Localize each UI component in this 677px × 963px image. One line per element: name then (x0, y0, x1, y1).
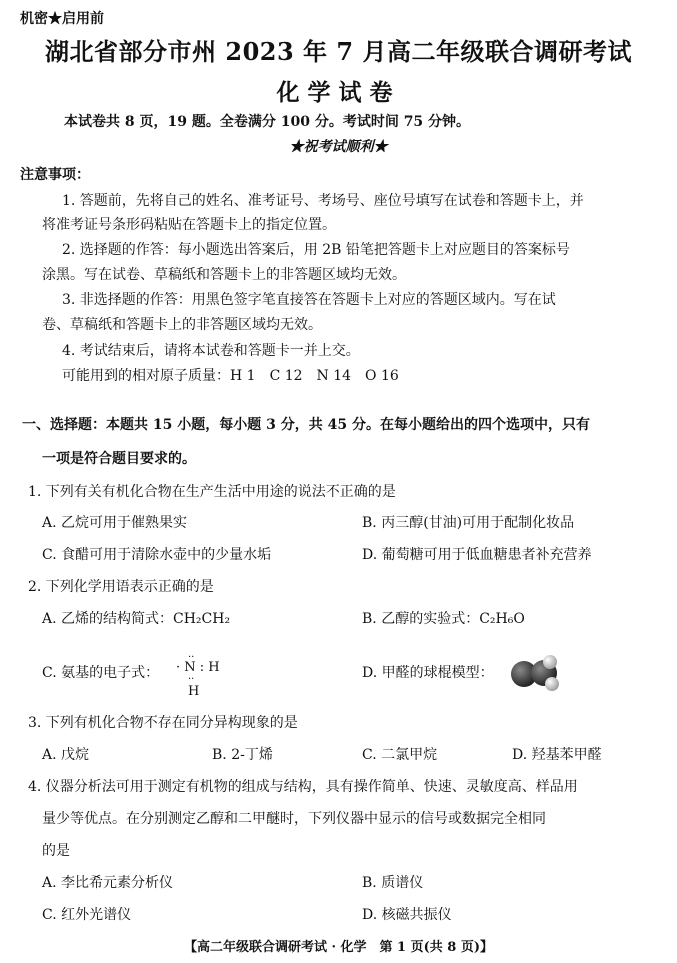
note-line: 4. 考试结束后，请将本试卷和答题卡一并上交。 (62, 343, 360, 359)
question-3-option-c: C. 二氯甲烷 (362, 747, 438, 763)
formaldehyde-ball-stick-model (506, 652, 566, 696)
question-1-option-b: B. 丙三醇(甘油)可用于配制化妆品 (362, 515, 575, 531)
exam-title: 湖北省部分市州 2023 年 7 月高二年级联合调研考试 (45, 37, 632, 66)
question-3-option-d: D. 羟基苯甲醛 (512, 747, 602, 763)
exam-subtitle: 化学试卷 (276, 79, 401, 106)
question-1-stem: 1. 下列有关有机化合物在生产生活中用途的说法不正确的是 (28, 484, 396, 500)
note-line: 3. 非选择题的作答：用黑色签字笔直接答在答题卡上对应的答题区域内。写在试 (62, 292, 556, 308)
question-4-stem-cont: 的是 (42, 843, 70, 859)
hydrogen-atom (543, 655, 557, 669)
question-4-option-c: C. 红外光谱仪 (42, 907, 132, 923)
question-4-option-a: A. 李比希元素分析仪 (42, 875, 174, 891)
good-luck-line: ★祝考试顺利★ (289, 139, 388, 155)
notes-heading: 注意事项： (20, 167, 90, 183)
question-4-option-d: D. 核磁共振仪 (362, 907, 452, 923)
note-line: 卷、草稿纸和答题卡上的非答题区域均无效。 (42, 317, 322, 333)
note-line: 1. 答题前，先将自己的姓名、准考证号、考场号、座位号填写在试卷和答题卡上，并 (62, 193, 584, 209)
section-heading-cont: 一项是符合题目要求的。 (42, 451, 196, 467)
question-2-option-d: D. 甲醛的球棍模型： (362, 665, 494, 681)
exam-info: 本试卷共 8 页，19 题。全卷满分 100 分。考试时间 75 分钟。 (64, 114, 471, 130)
electron-dots-bottom: ·· (188, 674, 195, 685)
confidential-label: 机密★启用前 (20, 11, 104, 27)
question-2-option-a: A. 乙烯的结构简式：CH₂CH₂ (42, 611, 231, 627)
question-2-option-c: C. 氨基的电子式： (42, 665, 160, 681)
note-line: 涂黑。写在试卷、草稿纸和答题卡上的非答题区域均无效。 (42, 267, 406, 283)
section-heading: 一、选择题：本题共 15 小题，每小题 3 分，共 45 分。在每小题给出的四个选项中，只有 (22, 417, 590, 433)
note-line: 2. 选择题的作答：每小题选出答案后，用 2B 铅笔把答题卡上对应题目的答案标号 (62, 242, 570, 258)
note-line: 将准考证号条形码粘贴在答题卡上的指定位置。 (42, 217, 336, 233)
question-1-option-a: A. 乙烷可用于催熟果实 (42, 515, 188, 531)
question-2-option-b: B. 乙醇的实验式：C₂H₆O (362, 611, 525, 627)
hydrogen-atom (545, 677, 559, 691)
question-4-option-b: B. 质谱仪 (362, 875, 424, 891)
question-2-stem: 2. 下列化学用语表示正确的是 (28, 579, 214, 595)
amino-electron-formula (172, 652, 232, 700)
question-3-stem: 3. 下列有机化合物不存在同分异构现象的是 (28, 715, 298, 731)
question-3-option-b: B. 2-丁烯 (212, 747, 273, 763)
electron-formula-h: H (188, 684, 200, 699)
atomic-mass-line: 可能用到的相对原子质量：H 1 C 12 N 14 O 16 (62, 368, 399, 384)
question-4-stem: 4. 仪器分析法可用于测定有机物的组成与结构，具有操作简单、快速、灵敏度高、样品用 (28, 779, 578, 795)
electron-dots-top: ·· (188, 652, 195, 663)
question-1-option-c: C. 食醋可用于清除水壶中的少量水垢 (42, 547, 272, 563)
question-3-option-a: A. 戊烷 (42, 747, 90, 763)
page-footer: 【高二年级联合调研考试 · 化学 第 1 页(共 8 页)】 (183, 940, 494, 955)
question-1-option-d: D. 葡萄糖可用于低血糖患者补充营养 (362, 547, 592, 563)
electron-formula-main: · N : H (176, 660, 220, 675)
question-4-stem-cont: 量少等优点。在分别测定乙醇和二甲醚时，下列仪器中显示的信号或数据完全相同 (42, 811, 546, 827)
